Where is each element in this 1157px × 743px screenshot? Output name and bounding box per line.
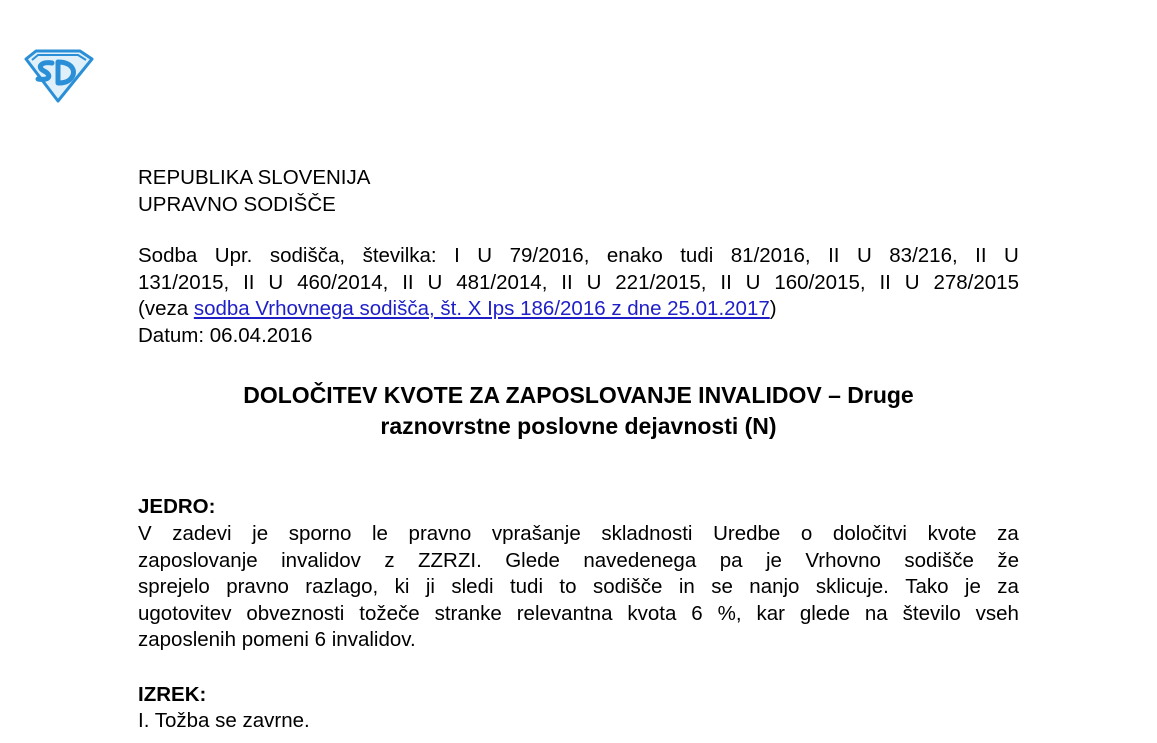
title-line-1: DOLOČITEV KVOTE ZA ZAPOSLOVANJE INVALIDOV – Druge [243,382,914,408]
reference-word: U [904,270,920,294]
jedro-word: tožeče [359,601,420,625]
jedro-word: vprašanje [491,522,581,545]
reference-word: enako [606,244,663,267]
jedro-word: ki [394,575,410,598]
jedro-word: sporno [288,522,352,545]
reference-word: U [586,270,602,294]
jedro-word: sledi [451,575,494,598]
reference-word: 221/2015, [615,270,707,294]
reference-word: U [427,270,443,294]
reference-word: Sodba [138,244,198,267]
reference-word: U [268,270,284,294]
reference-word: 81/2016, [730,244,811,267]
jedro-word: zadevi [172,522,232,545]
reference-link-prefix: (veza [138,297,194,320]
reference-line-2 [138,270,1019,297]
jedro-word: Vrhovno [805,548,881,572]
header-country: REPUBLIKA SLOVENIJA [138,166,371,189]
jedro-word: je [765,548,782,572]
jedro-word: invalidov [281,548,361,572]
jedro-word: Uredbe [713,522,781,545]
jedro-word: pravno [408,522,472,545]
reference-line-1 [138,243,1019,270]
jedro-word: kvote [927,522,977,545]
jedro-word: pa [719,548,743,572]
jedro-word: za [997,575,1019,598]
jedro-word: razlago, [305,575,379,598]
jedro-heading: JEDRO: [138,495,216,518]
reference-word: 460/2014, [297,270,389,294]
reference-word: II [720,270,732,294]
reference-word: II [975,244,987,267]
reference-word: Upr. [214,244,253,267]
jedro-word: in [678,575,695,598]
reference-word: 160/2015, [774,270,866,294]
reference-word: 79/2016, [509,244,590,267]
jedro-line [138,601,1019,628]
jedro-word: je [252,522,269,545]
jedro-word: ji [425,575,435,598]
izrek-heading: IZREK: [138,683,207,706]
reference-word: II [828,244,840,267]
jedro-word: Glede [505,548,560,572]
reference-word: I [454,244,460,267]
jedro-word: tudi [509,575,544,598]
jedro-word: ZZRZI. [418,548,482,572]
jedro-word: z [384,548,395,572]
reference-word: U [477,244,493,267]
jedro-word: navedenega [583,548,697,572]
reference-word: 278/2015 [933,270,1019,294]
jedro-word: stranke [434,601,502,625]
sd-shield-logo-icon [22,49,94,103]
jedro-line [138,574,1019,601]
jedro-word: skladnosti [601,522,693,545]
title-line-2: raznovrstne poslovne dejavnosti (N) [380,413,777,439]
jedro-line [138,548,1019,575]
reference-word: 131/2015, [138,270,230,294]
jedro-word: za [997,522,1019,545]
izrek-body [138,708,1019,735]
judgment-date: Datum: 06.04.2016 [138,323,313,347]
reference-word: U [1004,244,1019,267]
jedro-last-line: zaposlenih pomeni 6 invalidov. [138,628,416,651]
reference-word: številka: [362,244,437,267]
jedro-word: je [964,575,981,598]
reference-word: 83/216, [889,244,958,267]
jedro-word: kar [756,601,785,625]
jedro-word: določitvi [832,522,907,545]
supreme-court-judgment-link[interactable]: sodba Vrhovnega sodišča, št. X Ips 186/2016 z dne 25.01.2017 [193,297,770,320]
jedro-word: nanjo [749,575,800,598]
reference-line-3 [138,296,1019,323]
reference-word: U [745,270,761,294]
jedro-word: vseh [975,601,1019,625]
jedro-word: to [559,575,577,598]
jedro-word: le [371,522,388,545]
judgment-reference [138,243,1019,349]
jedro-word: V [138,522,152,545]
jedro-word: sklicuje. [815,575,889,598]
reference-word: 481/2014, [456,270,548,294]
reference-link-suffix: ) [769,297,777,320]
reference-word: II [561,270,573,294]
jedro-word: sodišče [592,575,663,598]
jedro-word: na [864,601,888,625]
jedro-word: kvota [627,601,677,625]
jedro-paragraph [138,521,1019,654]
jedro-word: zaposlovanje [138,548,258,572]
jedro-line [138,521,1019,548]
jedro-word: pravno [226,575,289,598]
jedro-word: se [711,575,733,598]
jedro-word: število [902,601,961,625]
izrek-line-1: I. Tožba se zavrne. [138,709,310,732]
jedro-word: %, [717,601,742,625]
document-title [138,380,1019,442]
reference-word: tudi [680,244,714,267]
jedro-word: sodišče [904,548,974,572]
reference-word: sodišča, [269,244,346,267]
jedro-word: obveznosti [246,601,345,625]
jedro-word: ugotovitev [138,601,232,625]
jedro-word: glede [799,601,850,625]
header-court: UPRAVNO SODIŠČE [138,192,336,216]
jedro-word: Tako [905,575,949,598]
reference-word: U [856,244,872,267]
jedro-word: sprejelo [138,575,210,598]
jedro-word: relevantna [516,601,613,625]
reference-word: II [402,270,414,294]
court-header [138,165,370,218]
jedro-word: 6 [691,601,703,625]
reference-word: II [243,270,255,294]
reference-word: II [879,270,891,294]
jedro-word: že [997,548,1019,572]
jedro-word: o [800,522,813,545]
